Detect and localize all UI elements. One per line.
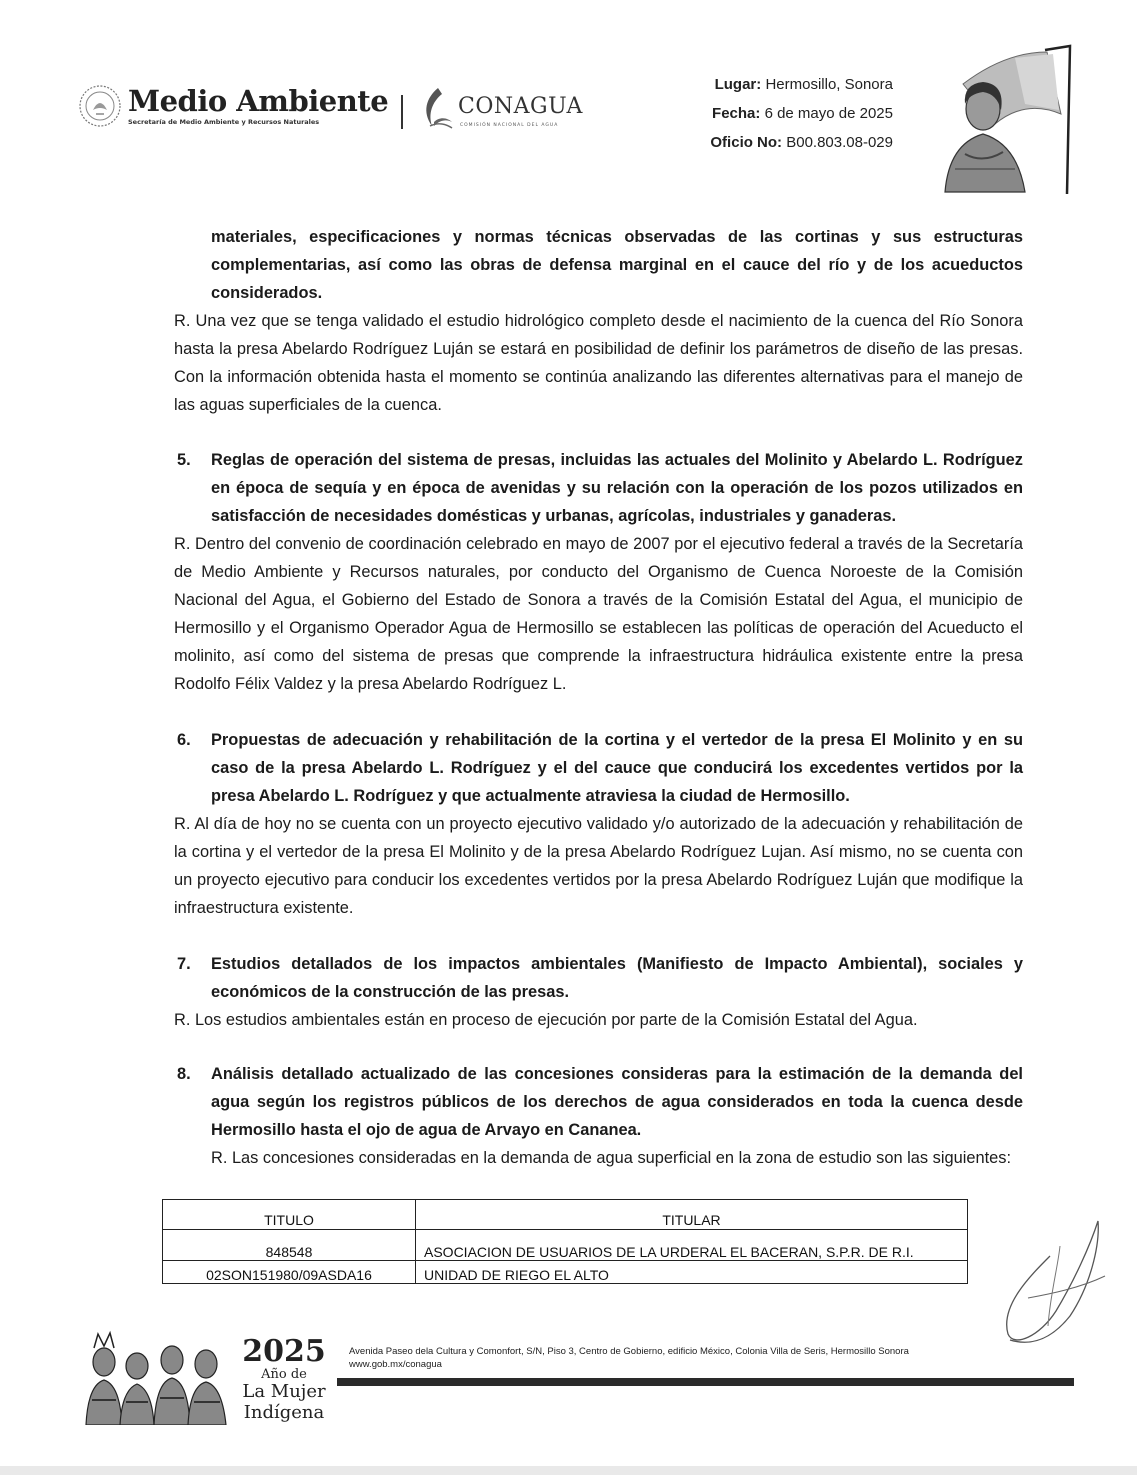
cell-titulo: 848548: [163, 1230, 416, 1261]
item-number: 8.: [177, 1065, 191, 1083]
item-number: 7.: [177, 955, 191, 973]
indigena-label: Indígena: [243, 1402, 325, 1423]
item-question: Estudios detallados de los impactos ambientales (Manifiesto de Impacto Ambiental), sociales y económicos de la construcción de las presas.: [211, 955, 1023, 1001]
concessions-table: [162, 1199, 968, 1284]
table-row: [163, 1230, 968, 1261]
medio-ambiente-logo: [128, 86, 388, 126]
item-question: Análisis detallado actualizado de las concesiones consideras para la estimación de la demanda del agua según los registros públicos de los derechos de agua considerados en toda la cuenca desde Hermosillo hasta el ojo de agua de Arvayo en Cananea.: [211, 1065, 1023, 1139]
conagua-wave-icon: [418, 86, 454, 130]
website-link[interactable]: www.gob.mx/conagua: [349, 1359, 442, 1370]
item-6: [174, 726, 1023, 922]
conagua-title: CONAGUA: [458, 94, 583, 119]
item-question: Propuestas de adecuación y rehabilitación de la cortina y el vertedor de la presa El Molinito y en su caso de la presa Abelardo L. Rodríguez y el del cauce que conducirá los excedentes vertidos por la presa Abelardo L. Rodríguez y que actualmente atraviesa la ciudad de Hermosillo.: [211, 731, 1023, 805]
cell-titular: UNIDAD DE RIEGO EL ALTO: [416, 1261, 968, 1284]
intro-question: materiales, especificaciones y normas técnicas observadas de las cortinas y sus estructuras complementarias, así como las obras de defensa marginal en el cauce del río y de los acueductos considerados.: [211, 228, 1023, 302]
address-line: Avenida Paseo dela Cultura y Comonfort, S/N, Piso 3, Centro de Gobierno, edificio México, Colonia Villa de Seris, Hermosillo Sonora: [349, 1346, 909, 1357]
item-answer: R. Las concesiones consideradas en la demanda de agua superficial en la zona de estudio son las siguientes:: [211, 1149, 1012, 1167]
item-8: [174, 1060, 1023, 1172]
item-answer: R. Dentro del convenio de coordinación celebrado en mayo de 2007 por el ejecutivo federal a través de la Secretaría de Medio Ambiente y Recursos naturales, por conducto del Organismo de Cuenca Noroeste de la Comisión Nacional del Agua, el Gobierno del Estado de Sonora a través de la Comisión Estatal del Agua, el municipio de Hermosillo y el Organismo Operador Agua de Hermosillo se establecen las políticas de operación del Acueducto el molinito, así como del sistema de presas que comprende la infraestructura hidráulica existente entre la presa Rodolfo Félix Valdez y la presa Abelardo Rodríguez L.: [174, 535, 1023, 693]
cell-titulo: 02SON151980/09ASDA16: [163, 1261, 416, 1284]
item-5: [174, 446, 1023, 698]
intro-block: [174, 223, 1023, 419]
fecha-line: Fecha: 6 de mayo de 2025: [712, 105, 893, 122]
column-header-titular: TITULAR: [416, 1200, 968, 1230]
cell-titular: ASOCIACION DE USUARIOS DE LA URDERAL EL BACERAN, S.P.R. DE R.I.: [416, 1230, 968, 1261]
table-row: [163, 1261, 968, 1284]
item-number: 5.: [177, 451, 191, 469]
item-number: 6.: [177, 731, 191, 749]
woman-with-flag-illustration: [935, 44, 1075, 194]
handwritten-signature: [990, 1216, 1115, 1351]
page-bottom-edge: [0, 1466, 1137, 1475]
document-metadata: [710, 70, 893, 157]
footer-bar: [337, 1378, 1074, 1386]
lugar-line: Lugar: Hermosillo, Sonora: [714, 76, 893, 93]
item-answer: R. Al día de hoy no se cuenta con un proyecto ejecutivo validado y/o autorizado de la adecuación y rehabilitación de la cortina y el vertedor de la presa El Molinito y de la presa Abelardo Rodríguez Lujan. Así mismo, no se cuenta con un proyecto ejecutivo para conducir los excedentes vertidos por la presa Abelardo Rodríguez Luján que modifique la infraestructura existente.: [174, 815, 1023, 917]
indigenous-women-illustration: [82, 1330, 232, 1425]
column-header-titulo: TITULO: [163, 1200, 416, 1230]
year-label: 2025: [242, 1334, 326, 1369]
table-header-row: [163, 1200, 968, 1230]
oficio-line: Oficio No: B00.803.08-029: [710, 134, 893, 151]
year-of-indigenous-woman-logo: [236, 1336, 332, 1423]
medio-ambiente-subtitle: Secretaría de Medio Ambiente y Recursos Naturales: [128, 118, 320, 126]
national-seal-icon: [78, 84, 122, 128]
item-question: Reglas de operación del sistema de presas, incluidas las actuales del Molinito y Abelardo L. Rodríguez en época de sequía y en época de avenidas y su relación con la operación de los pozos utilizados en satisfacción de necesidades domésticas y urbanas, agrícolas, industriales y ganaderas.: [211, 451, 1023, 525]
item-7: [174, 950, 1023, 1034]
anio-de-label: Año de: [261, 1367, 307, 1382]
intro-answer: R. Una vez que se tenga validado el estudio hidrológico completo desde el nacimiento de la cuenca del Río Sonora hasta la presa Abelardo Rodríguez Luján se estará en posibilidad de definir los parámetros de diseño de las presas. Con la información obtenida hasta el momento se continúa analizando las diferentes alternativas para el manejo de las aguas superficiales de la cuenca.: [174, 312, 1023, 414]
logo-divider: [401, 95, 403, 129]
medio-ambiente-title: Medio Ambiente: [128, 84, 389, 118]
footer-address: [349, 1345, 909, 1371]
conagua-subtitle: COMISIÓN NACIONAL DEL AGUA: [460, 123, 559, 128]
la-mujer-label: La Mujer: [242, 1381, 326, 1402]
item-answer: R. Los estudios ambientales están en proceso de ejecución por parte de la Comisión Estatal del Agua.: [174, 1011, 918, 1029]
